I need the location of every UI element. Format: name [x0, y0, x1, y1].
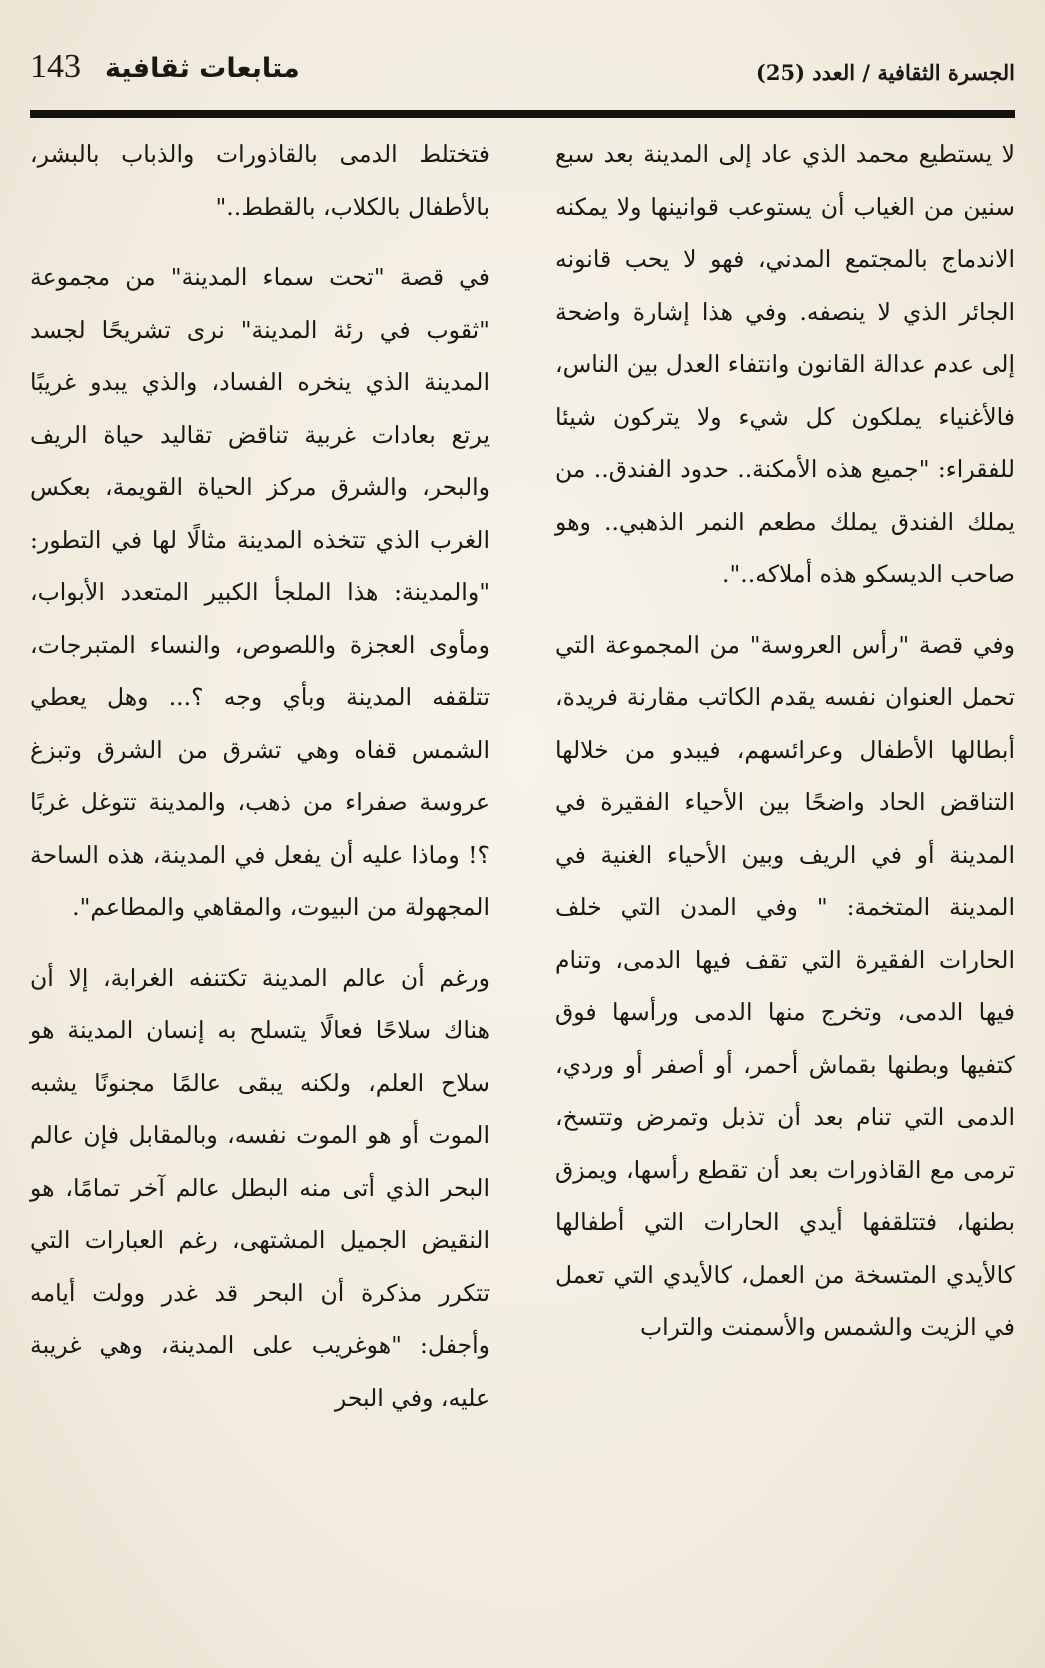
section-title: متابعات ثقافية — [105, 53, 300, 84]
right-column — [555, 128, 1015, 1354]
page-number: 143 — [30, 48, 81, 85]
left-paragraph-2: في قصة "تحت سماء المدينة" من مجموعة "ثقوب في رئة المدينة" نرى تشريحًا لجسد المدينة الذي ينخره الفساد، والذي يبدو غريبًا يرتع بعادات غربية تناقض تقاليد حياة الريف والبحر، والشرق مركز الحياة القويمة، بعكس الغرب الذي تتخذه المدينة مثالًا لها في التطور: "والمدينة: هذا الملجأ الكبير المتعدد الأبواب، ومأوى العجزة واللصوص، والنساء المتبرجات، تتلقفه المدينة وبأي وجه ؟... وهل يعطي الشمس قفاه وهي تشرق من الشرق وتبزغ عروسة صفراء من ذهب، والمدينة تتوغل غربًا ؟! وماذا عليه أن يفعل في المدينة، هذه الساحة المجهولة من البيوت، والمقاهي والمطاعم". — [30, 263, 490, 921]
left-paragraph-1: فتختلط الدمى بالقاذورات والذباب بالبشر، بالأطفال بالكلاب، بالقطط.." — [30, 140, 490, 221]
left-paragraph-3: ورغم أن عالم المدينة تكتنفه الغرابة، إلا أن هناك سلاحًا فعالًا يتسلح به إنسان المدينة هو سلاح العلم، ولكنه يبقى عالمًا مجنونًا يشبه الموت أو هو الموت نفسه، وبالمقابل فإن عالم البحر الذي أتى منه البطل عالم آخر تمامًا، هو النقيض الجميل المشتهى، رغم العبارات التي تتكرر مذكرة أن البحر قد غدر وولت أيامه وأجفل: "هوغريب على المدينة، وهي غريبة عليه، وفي البحر — [30, 963, 490, 1412]
header-rule — [30, 110, 1015, 118]
header-left-group — [30, 48, 300, 86]
journal-issue-label: الجسرة الثقافية / العدد (25) — [755, 60, 1015, 85]
right-paragraph-2: وفي قصة "رأس العروسة" من المجموعة التي تحمل العنوان نفسه يقدم الكاتب مقارنة فريدة، أبطالها الأطفال وعرائسهم، فيبدو من خلالها التناقض الحاد واضحًا بين الأحياء الفقيرة في المدينة أو في الريف وبين الأحياء الغنية في المدينة المتخمة: " وفي المدن التي خلف الحارات الفقيرة التي تقف فيها الدمى، وتنام فيها الدمى، وتخرج منها الدمى ورأسها فوق كتفيها وبطنها بقماش أحمر، أو أصفر أو وردي، الدمى التي تنام بعد أن تذبل وتمرض وتتسخ، ترمى مع القاذورات بعد أن تقطع رأسها، ويمزق بطنها، فتتلقفها أيدي الحارات التي أطفالها كالأيدي المتسخة من العمل، كالأيدي التي تعمل في الزيت والشمس والأسمنت والتراب — [555, 630, 1015, 1341]
page-header — [30, 42, 1015, 102]
left-column — [30, 128, 490, 1424]
right-paragraph-1: لا يستطيع محمد الذي عاد إلى المدينة بعد سبع سنين من الغياب أن يستوعب قوانينها ولا يمكنه الاندماج بالمجتمع المدني، فهو لا يحب قانونه الجائر الذي لا ينصفه. وفي هذا إشارة واضحة إلى عدم عدالة القانون وانتفاء العدل بين الناس، فالأغنياء يملكون كل شيء ولا يتركون شيئا للفقراء: "جميع هذه الأمكنة.. حدود الفندق.. من يملك الفندق يملك مطعم النمر الذهبي.. وهو صاحب الديسكو هذه أملاكه..". — [555, 140, 1015, 588]
